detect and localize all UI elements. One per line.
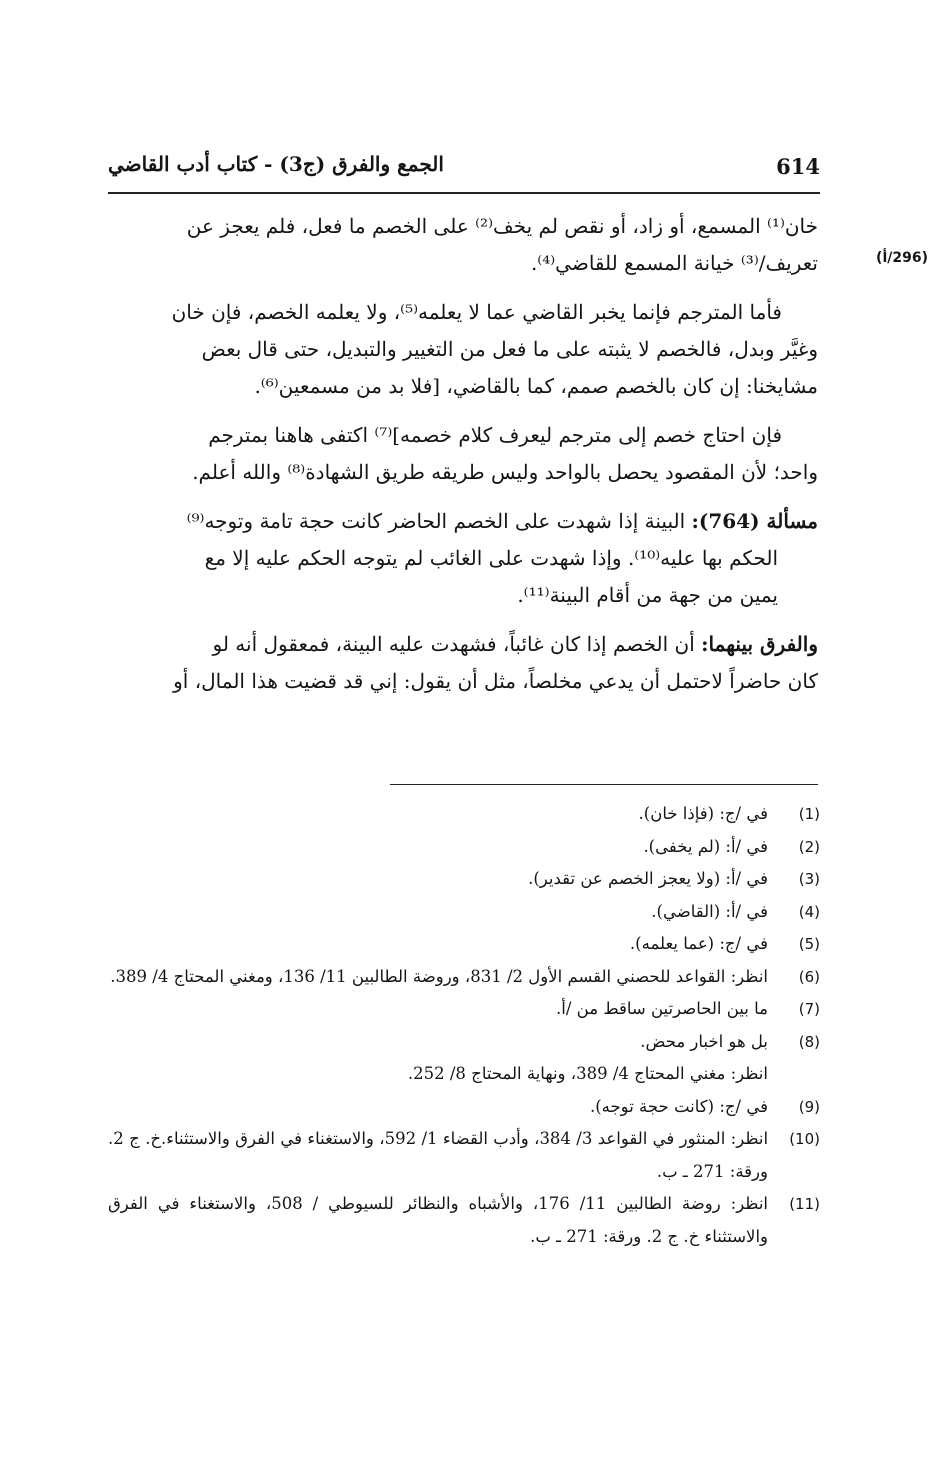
running-title: الجمع والفرق (ج3) - كتاب أدب القاضي bbox=[108, 152, 444, 176]
footnote-text: انظر: روضة الطالبين 11/ 176، والأشباه والنظائر للسيوطي / 508، والاستغناء في الفرق والاستثناء خ. ج 2. ورقة: 271 ـ ب. bbox=[108, 1194, 769, 1246]
difference-heading: والفرق بينهما: bbox=[701, 632, 818, 656]
footnote-text: في /ج: (فإذا خان). bbox=[638, 804, 768, 823]
paragraph bbox=[108, 626, 818, 700]
footnote-item bbox=[108, 1026, 820, 1091]
footnote-item bbox=[108, 798, 820, 831]
footnote-number: (10) bbox=[789, 1130, 820, 1148]
text-line: خان⁽¹⁾ المسمع، أو زاد، أو نقص لم يخف⁽²⁾ على الخصم ما فعل، فلم يعجز عن bbox=[186, 214, 818, 238]
footnote-separator bbox=[390, 784, 818, 785]
footnote-text: انظر: القواعد للحصني القسم الأول 2/ 831، وروضة الطالبين 11/ 136، ومغني المحتاج 4/ 389. bbox=[110, 966, 768, 986]
footnotes-list bbox=[108, 798, 820, 1253]
text-line: مشايخنا: إن كان بالخصم صمم، كما بالقاضي، [فلا بد من مسمعين⁽⁶⁾. bbox=[254, 374, 818, 398]
text-span: البينة إذا شهدت على الخصم الحاضر كانت حجة تامة وتوجه⁽⁹⁾ bbox=[186, 509, 686, 533]
text-line: فأما المترجم فإنما يخبر القاضي عما لا يعلمه⁽⁵⁾، ولا يعلمه الخصم، فإن خان bbox=[171, 300, 782, 324]
footnote-item bbox=[108, 993, 820, 1026]
footnote-number: (8) bbox=[798, 1032, 820, 1051]
footnote-number: (9) bbox=[798, 1097, 820, 1116]
footnote-item bbox=[108, 863, 820, 896]
footnote-number: (2) bbox=[798, 837, 820, 856]
footnote-text: في /أ: (ولا يعجز الخصم عن تقدير). bbox=[528, 869, 768, 888]
footnote-number: (3) bbox=[798, 870, 820, 888]
footnote-item bbox=[108, 961, 820, 994]
text-line: تعريف/⁽³⁾ خيانة المسمع للقاضي⁽⁴⁾. bbox=[530, 251, 818, 275]
footnote-text: في /ج: (كانت حجة توجه). bbox=[589, 1096, 768, 1116]
text-line: فإن احتاج خصم إلى مترجم ليعرف كلام خصمه]⁽⁷⁾ اكتفى هاهنا بمترجم bbox=[208, 423, 782, 447]
paragraph bbox=[108, 417, 818, 491]
text-span: أن الخصم إذا كان غائباً، فشهدت عليه البينة، فمعقول أنه لو bbox=[212, 632, 695, 656]
issue-heading: مسألة (764): bbox=[691, 509, 818, 533]
text-line: كان حاضراً لاحتمل أن يدعي مخلصاً، مثل أن يقول: إني قد قضيت هذا المال، أو bbox=[173, 669, 818, 693]
footnote-number: (5) bbox=[798, 935, 820, 953]
paragraph bbox=[108, 208, 818, 282]
footnote-number: (7) bbox=[798, 1000, 820, 1018]
text-line bbox=[108, 626, 818, 663]
footnote-item bbox=[108, 896, 820, 929]
footnote-number: (1) bbox=[798, 805, 820, 823]
footnote-item bbox=[108, 831, 820, 864]
text-line bbox=[108, 503, 818, 540]
issue-paragraph bbox=[108, 503, 818, 614]
footnote-item bbox=[108, 928, 820, 961]
footnote-text: في /أ: (القاضي). bbox=[651, 901, 768, 921]
footnote-extra-text: انظر: مغني المحتاج 4/ 389، ونهاية المحتاج 8/ 252. bbox=[407, 1064, 768, 1083]
footnote-item bbox=[108, 1091, 820, 1124]
footnote-text: في /أ: (لم يخفى). bbox=[643, 836, 768, 856]
footnote-number: (11) bbox=[789, 1195, 820, 1213]
page-number: 614 bbox=[776, 154, 820, 179]
footnote-number: (4) bbox=[798, 902, 820, 921]
text-line: واحد؛ لأن المقصود يحصل بالواحد وليس طريقه طريق الشهادة⁽⁸⁾ والله أعلم. bbox=[192, 460, 818, 484]
text-line: وغيَّر وبدل، فالخصم لا يثبته على ما فعل من التغيير والتبديل، حتى قال بعض bbox=[201, 337, 818, 361]
margin-folio-note: (296/أ) bbox=[876, 250, 928, 266]
footnote-number: (6) bbox=[798, 967, 820, 986]
main-text bbox=[108, 208, 818, 712]
footnote-text: في /ج: (عما يعلمه). bbox=[629, 934, 768, 953]
footnote-text: انظر: المنثور في القواعد 3/ 384، وأدب القضاء 1/ 592، والاستغناء في الفرق والاستثناء.خ. ج 2. ورقة: 271 ـ ب. bbox=[108, 1129, 769, 1181]
text-line: يمين من جهة من أقام البينة⁽¹¹⁾. bbox=[517, 583, 778, 607]
footnote-text: ما بين الحاصرتين ساقط من /أ. bbox=[556, 999, 768, 1018]
page-header bbox=[108, 150, 820, 194]
paragraph bbox=[108, 294, 818, 405]
footnote-item bbox=[108, 1188, 820, 1253]
text-line: الحكم بها عليه⁽¹⁰⁾. وإذا شهدت على الغائب لم يتوجه الحكم عليه إلا مع bbox=[204, 546, 778, 570]
footnote-text: بل هو اخبار محض. bbox=[640, 1031, 768, 1051]
footnote-item bbox=[108, 1123, 820, 1188]
